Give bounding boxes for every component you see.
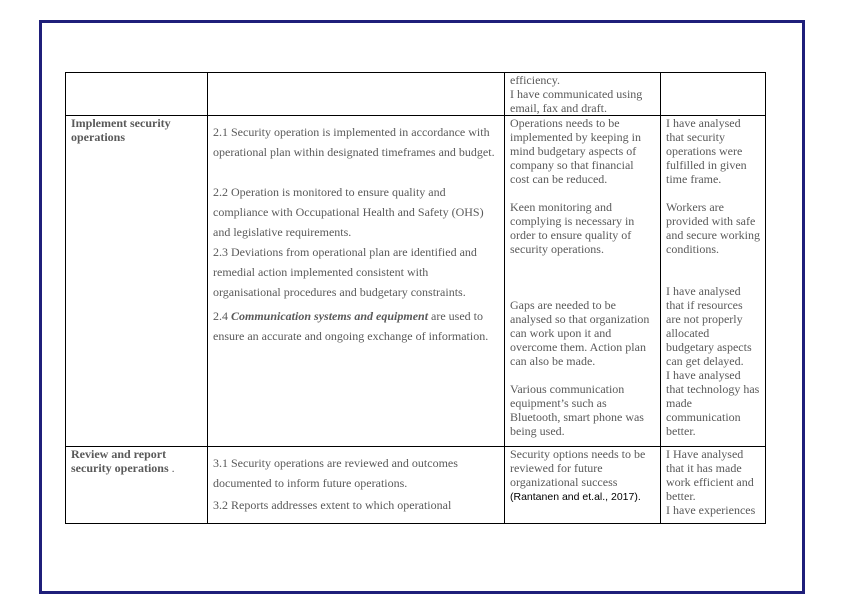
evidence-text: Various communication equipment’s such as Bluetooth, smart phone was being used.: [510, 382, 644, 438]
performance-criterion: 2.3 Deviations from operational plan are identified and remedial action implemented consistent with organisational procedures and budgetary constraints.: [213, 245, 477, 299]
evidence-cell: [505, 73, 661, 116]
criterion-suffix: .: [168, 461, 175, 475]
evidence-text: I have communicated using email, fax and draft.: [510, 87, 643, 115]
emphasis-text: Communication systems and equipment: [231, 309, 429, 323]
citation: Rantanen and et.al., 2017: [513, 491, 635, 503]
assessment-text: I have experiences: [666, 503, 756, 517]
evidence-text: Security options needs to be reviewed for future organizational success (Rantanen and et.al., 2017).: [510, 447, 646, 503]
evidence-cell: [505, 116, 661, 447]
table-row: [66, 73, 766, 116]
assessment-text: I have analysed that technology has made communication better.: [666, 368, 760, 438]
performance-criterion: 3.2 Reports addresses extent to which operational: [213, 498, 452, 512]
assessment-text: I have analysed that security operations were fulfilled in given time frame.: [666, 116, 747, 186]
criterion-cell: [66, 447, 208, 524]
citation-close: ).: [634, 491, 641, 503]
assessment-text: Workers are provided with safe and secure working conditions.: [666, 200, 760, 256]
performance-cell: [208, 447, 505, 524]
table-row: [66, 447, 766, 524]
evidence-text: Keen monitoring and complying is necessary in order to ensure quality of security operations.: [510, 200, 635, 256]
assessment-text: I have analysed that if resources are not properly allocated budgetary aspects can get delayed.: [666, 284, 752, 368]
performance-cell: [208, 116, 505, 447]
criterion-title: Implement security operations: [71, 116, 171, 144]
table-row: [66, 116, 766, 447]
performance-criterion: 3.1 Security operations are reviewed and outcomes documented to inform future operations.: [213, 456, 458, 490]
assessment-cell: [661, 447, 766, 524]
performance-criterion: 2.4 Communication systems and equipment are used to ensure an accurate and ongoing exchange of information.: [213, 309, 489, 343]
performance-criterion: 2.1 Security operation is implemented in accordance with operational plan within designated timeframes and budget.: [213, 125, 495, 159]
assessment-cell: [661, 116, 766, 447]
citation-open: (: [510, 491, 514, 503]
criterion-cell: [66, 73, 208, 116]
evidence-text: Gaps are needed to be analysed so that organization can work upon it and overcome them. Action plan can also be made.: [510, 298, 650, 368]
assessment-table: [65, 72, 766, 524]
assessment-text: I Have analysed that it has made work efficient and better.: [666, 447, 754, 503]
criterion-cell: [66, 116, 208, 447]
evidence-text: Operations needs to be implemented by keeping in mind budgetary aspects of company so that financial cost can be reduced.: [510, 116, 641, 186]
criterion-title: Review and report security operations: [71, 447, 169, 475]
performance-cell: [208, 73, 505, 116]
evidence-text: efficiency.: [510, 73, 560, 87]
evidence-cell: [505, 447, 661, 524]
performance-criterion: 2.2 Operation is monitored to ensure quality and compliance with Occupational Health and Safety (OHS) and legislative requirements.: [213, 185, 484, 239]
assessment-cell: [661, 73, 766, 116]
